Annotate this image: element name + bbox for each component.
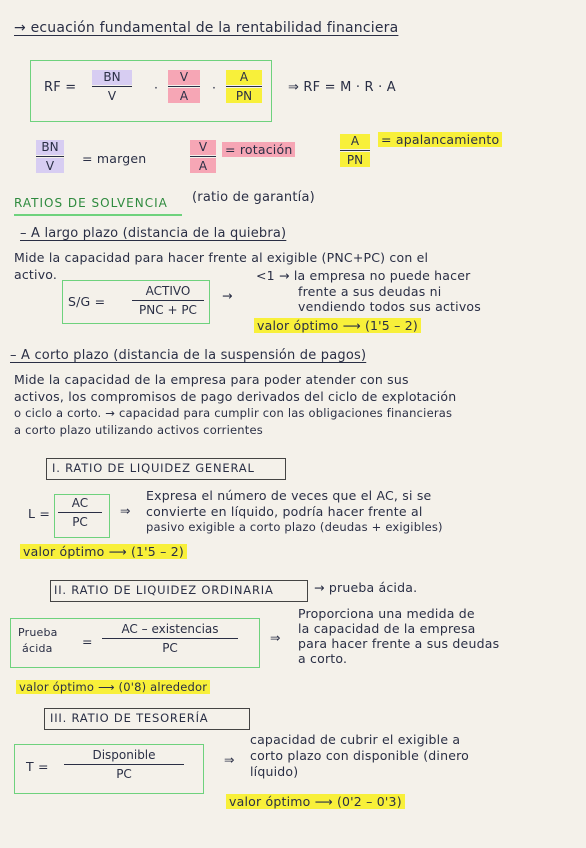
ordinaria-arrow: ⇒ — [270, 630, 281, 645]
rf-result: ⇒ RF = M · R · A — [288, 80, 396, 95]
apal-den: PN — [340, 152, 370, 167]
tesoreria-den: PC — [116, 767, 132, 782]
ordinaria-desc-2: la capacidad de la empresa — [298, 621, 476, 636]
corto-line-3: o ciclo a corto. → capacidad para cumplir con las obligaciones financieras — [14, 406, 453, 420]
rf-label: RF = — [44, 80, 77, 95]
tesoreria-num: Disponible — [92, 748, 156, 762]
apalancamiento-fraction — [340, 134, 370, 167]
rf-fraction-leverage — [226, 70, 262, 103]
liquidez-num: AC — [71, 496, 89, 510]
rotacion-den: A — [190, 158, 216, 173]
liquidez-desc-1: Expresa el número de veces que el AC, si se — [146, 488, 432, 503]
liquidez-fraction — [58, 496, 102, 529]
corto-line-1: Mide la capacidad de la empresa para poder atender con sus — [14, 372, 409, 387]
liquidez-desc-2: convierte en líquido, podría hacer frente al — [146, 504, 423, 519]
rf-f3-den: PN — [226, 88, 262, 103]
rf-f2-den: A — [168, 88, 200, 103]
solvencia-subheading: (ratio de garantía) — [192, 190, 315, 205]
ordinaria-den: PC — [162, 641, 178, 656]
solvencia-heading: RATIOS DE SOLVENCIA — [14, 196, 168, 210]
tesoreria-optimo: valor óptimo ⟶ (0'2 – 0'3) — [226, 794, 405, 809]
corto-line-4: a corto plazo utilizando activos corrientes — [14, 423, 263, 437]
tesoreria-arrow: ⇒ — [224, 752, 235, 767]
sg-num: ACTIVO — [145, 284, 191, 298]
margen-fraction — [36, 140, 64, 173]
ordinaria-desc-1: Proporciona una medida de — [298, 606, 475, 621]
rf-dot-2: · — [212, 80, 217, 95]
rotacion-label: = rotación — [222, 142, 295, 157]
ordinaria-num: AC – existencias — [121, 622, 219, 636]
sg-optimo: valor óptimo ⟶ (1'5 – 2) — [254, 318, 421, 333]
ordinaria-fraction — [102, 622, 238, 655]
page-title: → ecuación fundamental de la rentabilidad financiera — [14, 20, 399, 36]
tesoreria-desc-3: líquido) — [250, 764, 299, 779]
rf-f2-num: V — [168, 70, 200, 85]
rotacion-fraction — [190, 140, 216, 173]
largo-line-1: Mide la capacidad para hacer frente al exigible (PNC+PC) con el — [14, 250, 429, 265]
liquidez-label: L = — [28, 506, 51, 521]
liquidez-arrow: ⇒ — [120, 503, 131, 518]
sg-den: PNC + PC — [139, 303, 197, 318]
rf-fraction-margin — [92, 70, 132, 103]
sg-note-1: <1 → la empresa no puede hacer — [256, 268, 471, 283]
rf-f3-num: A — [226, 70, 262, 85]
rf-f1-num: BN — [92, 70, 132, 85]
ordinaria-optimo: valor óptimo ⟶ (0'8) alrededor — [16, 680, 210, 694]
rf-f1-den: V — [107, 89, 117, 104]
solvencia-underline — [14, 214, 182, 216]
apal-num: A — [340, 134, 370, 149]
rf-dot-1: · — [154, 80, 159, 95]
tesoreria-fraction — [64, 748, 184, 781]
tesoreria-label: T = — [26, 759, 49, 774]
largo-heading: – A largo plazo (distancia de la quiebra) — [20, 226, 287, 241]
apalancamiento-label: = apalancamiento — [378, 132, 502, 147]
sg-fraction — [132, 284, 204, 317]
tesoreria-desc-2: corto plazo con disponible (dinero — [250, 748, 470, 763]
ordinaria-heading: II. RATIO DE LIQUIDEZ ORDINARIA — [54, 583, 274, 597]
liquidez-desc-3: pasivo exigible a corto plazo (deudas + exigibles) — [146, 520, 443, 534]
rf-fraction-rotation — [168, 70, 200, 103]
largo-line-2: activo. — [14, 267, 58, 282]
ordinaria-label-2: ácida — [22, 642, 53, 655]
ordinaria-desc-4: a corto. — [298, 651, 348, 666]
margen-den: V — [36, 158, 64, 173]
liquidez-den: PC — [72, 515, 88, 530]
tesoreria-desc-1: capacidad de cubrir el exigible a — [250, 732, 461, 747]
margen-num: BN — [36, 140, 64, 155]
sg-note-2: frente a sus deudas ni — [298, 284, 442, 299]
ordinaria-suffix: → prueba ácida. — [314, 580, 418, 595]
rotacion-num: V — [190, 140, 216, 155]
tesoreria-heading: III. RATIO DE TESORERÍA — [50, 711, 209, 725]
corto-line-2: activos, los compromisos de pago derivados del ciclo de explotación — [14, 389, 457, 404]
sg-arrow: → — [222, 288, 233, 303]
liquidez-optimo: valor óptimo ⟶ (1'5 – 2) — [20, 544, 187, 559]
ordinaria-desc-3: para hacer frente a sus deudas — [298, 636, 500, 651]
sg-label: S/G = — [68, 294, 106, 309]
ordinaria-eq: = — [82, 634, 93, 649]
ordinaria-label-1: Prueba — [18, 626, 58, 639]
corto-heading: – A corto plazo (distancia de la suspensión de pagos) — [10, 348, 367, 363]
sg-note-3: vendiendo todos sus activos — [298, 299, 481, 314]
liquidez-heading: I. RATIO DE LIQUIDEZ GENERAL — [52, 461, 255, 475]
margen-label: = margen — [82, 151, 147, 166]
